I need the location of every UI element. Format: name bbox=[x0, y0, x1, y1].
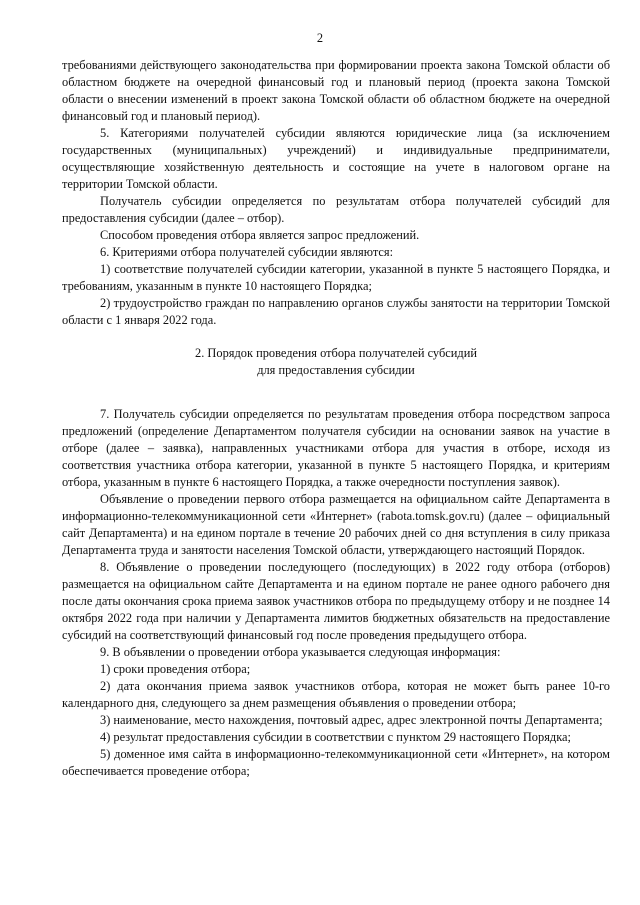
paragraph: 1) сроки проведения отбора; bbox=[100, 662, 251, 676]
paragraph: 6. Критериями отбора получателей субсидии являются: bbox=[100, 245, 394, 259]
paragraph: 3) наименование, место нахождения, почтовый адрес, адрес электронной почты Департамента; bbox=[100, 713, 603, 727]
paragraph: 7. Получатель субсидии определяется по результатам проведения отбора посредством запроса предложений (определение Департаментом получателя субсидии на основании заявок на участие в отборе (далее – заявка), направленных участниками отбора для участия в отборе, исходя из соответствия участника отбора категории, указанной в пункте 5 настоящего Порядка, и критериям отбора, указанным в пункте 6 настоящего Порядка, а также очередности поступления заявок). bbox=[62, 407, 610, 489]
section-heading-line-2: для предоставления субсидии bbox=[257, 363, 415, 377]
paragraph: Способом проведения отбора является запрос предложений. bbox=[100, 228, 420, 242]
paragraph: 1) соответствие получателей субсидии категории, указанной в пункте 5 настоящего Порядка, и требованиям, указанным в пункте 10 настоящего Порядка; bbox=[62, 262, 610, 293]
paragraph: Объявление о проведении первого отбора размещается на официальном сайте Департамента в информационно-телекоммуникационной сети «Интернет» (rabota.tomsk.gov.ru) (далее – официальный сайт Департамента) и на едином портале в течение 20 рабочих дней со дня вступления в силу приказа Департамента труда и занятости населения Томской области, утверждающего настоящий Порядок. bbox=[62, 492, 610, 557]
page-number: 2 bbox=[316, 31, 324, 45]
paragraph: Получатель субсидии определяется по результатам отбора получателей субсидий для предоставления субсидии (далее – отбор). bbox=[62, 194, 610, 225]
paragraph: 8. Объявление о проведении последующего (последующих) в 2022 году отбора (отборов) размещается на официальном сайте Департамента и на едином портале не ранее одного рабочего дня после даты окончания срока приема заявок участников отбора по предыдущему отбору и не позднее 14 октября 2022 года при наличии у Департамента лимитов бюджетных обязательств на предоставление субсидий на соответствующий финансовый год после проведения предыдущего отбора. bbox=[62, 560, 610, 642]
paragraph: 2) дата окончания приема заявок участников отбора, которая не может быть ранее 10-го календарного дня, следующего за днем размещения объявления о проведении отбора; bbox=[62, 679, 610, 710]
paragraph: 5) доменное имя сайта в информационно-телекоммуникационной сети «Интернет», на котором обеспечивается проведение отбора; bbox=[62, 747, 610, 778]
paragraph: 4) результат предоставления субсидии в соответствии с пунктом 29 настоящего Порядка; bbox=[100, 730, 571, 744]
section-heading-line-1: 2. Порядок проведения отбора получателей субсидий bbox=[195, 346, 477, 360]
section-heading bbox=[62, 345, 610, 379]
paragraphs-before-heading bbox=[62, 57, 610, 329]
paragraphs-after-heading bbox=[62, 406, 610, 780]
paragraph: 9. В объявлении о проведении отбора указывается следующая информация: bbox=[100, 645, 501, 659]
document-body bbox=[62, 57, 610, 780]
paragraph: 2) трудоустройство граждан по направлению органов службы занятости на территории Томской области с 1 января 2022 года. bbox=[62, 296, 610, 327]
paragraph: 5. Категориями получателей субсидии являются юридические лица (за исключением государственных (муниципальных) учреждений) и индивидуальные предприниматели, осуществляющие хозяйственную деятельность и состоящие на учете в налоговом органе на территории Томской области. bbox=[62, 126, 610, 191]
paragraph: требованиями действующего законодательства при формировании проекта закона Томской области об областном бюджете на очередной финансовый год и плановый период (проекта закона Томской области о внесении изменений в проект закона Томской области об областном бюджете на очередной финансовый год и плановый период). bbox=[62, 58, 610, 123]
